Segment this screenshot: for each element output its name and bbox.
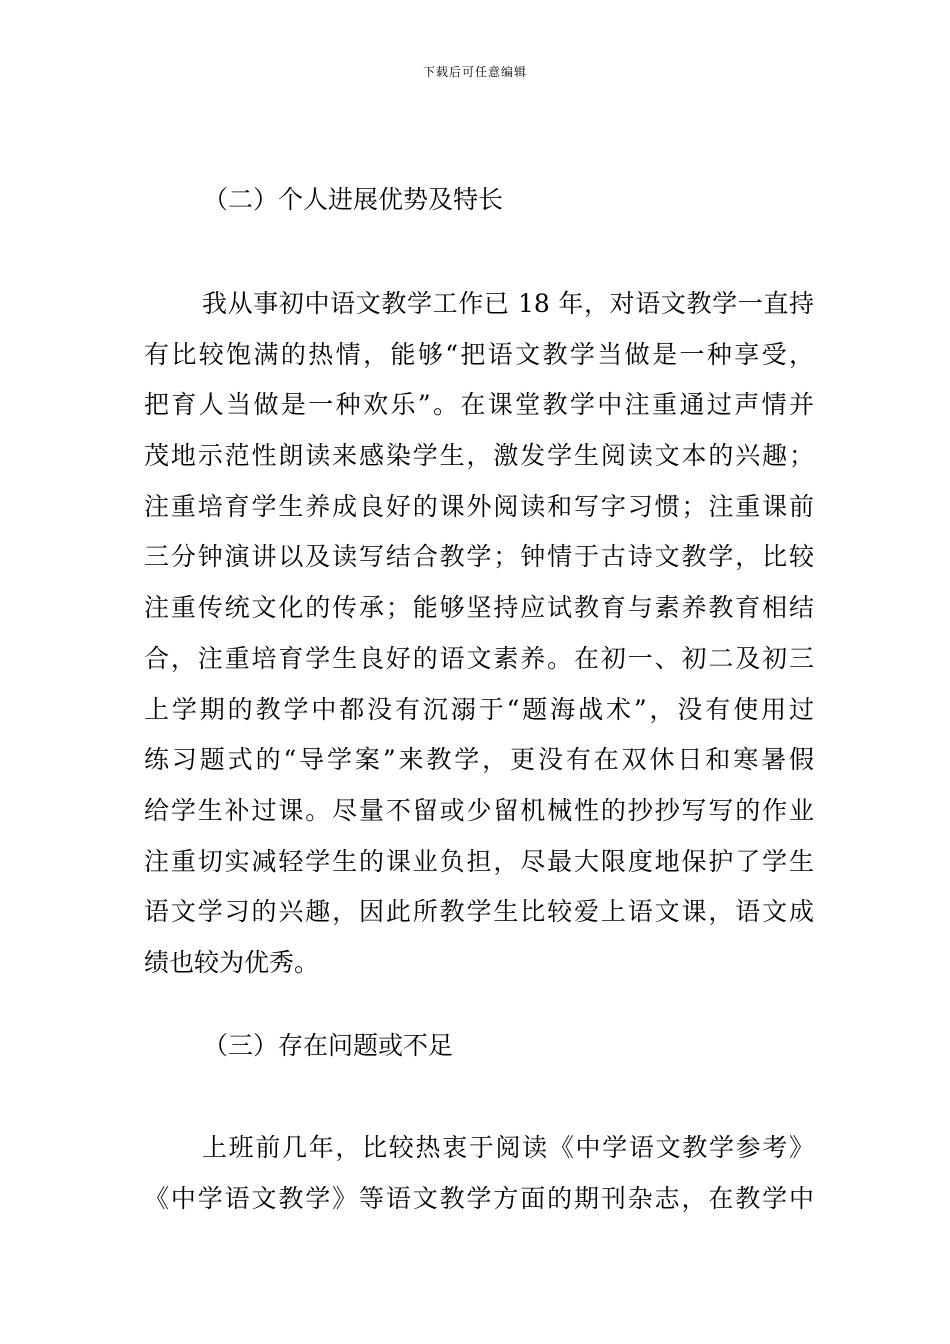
paragraph-line: 有比较饱满的热情，能够“把语文教学当做是一种享受， bbox=[144, 339, 814, 369]
paragraph-line: 语文学习的兴趣，因此所教学生比较爱上语文课，语文成 bbox=[144, 897, 814, 927]
paragraph-line: 茂地示范性朗读来感染学生，激发学生阅读文本的兴趣； bbox=[144, 441, 814, 471]
paragraph-line: 练习题式的“导学案”来教学，更没有在双休日和寒暑假 bbox=[144, 745, 814, 775]
paragraph-line: 《中学语文教学》等语文教学方面的期刊杂志，在教学中 bbox=[144, 1183, 814, 1213]
paragraph-line: 绩也较为优秀。 bbox=[144, 947, 320, 977]
header-note: 下载后可任意编辑 bbox=[422, 65, 527, 79]
paragraph-line: 我从事初中语文教学工作已 18 年，对语文教学一直持 bbox=[202, 289, 814, 318]
paragraph-line: 给学生补过课。尽量不留或少留机械性的抄抄写写的作业 bbox=[144, 795, 814, 825]
section-heading-strengths: （二）个人进展优势及特长 bbox=[203, 185, 504, 214]
paragraph-strengths bbox=[144, 287, 814, 997]
paragraph-line: 上班前几年，比较热衷于阅读《中学语文教学参考》 bbox=[202, 1133, 814, 1162]
paragraph-line: 上学期的教学中都没有沉溺于“题海战术”，没有使用过 bbox=[144, 694, 814, 724]
paragraph-line: 注重切实减轻学生的课业负担，尽最大限度地保护了学生 bbox=[144, 846, 814, 876]
paragraph-line: 合，注重培育学生良好的语文素养。在初一、初二及初三 bbox=[144, 643, 814, 673]
section-heading-problems: （三）存在问题或不足 bbox=[203, 1031, 454, 1060]
paragraph-line: 把育人当做是一种欢乐”。在课堂教学中注重通过声情并 bbox=[144, 390, 814, 420]
paragraph-problems bbox=[144, 1131, 814, 1232]
paragraph-line: 注重培育学生养成良好的课外阅读和写字习惯；注重课前 bbox=[144, 491, 814, 521]
paragraph-line: 三分钟演讲以及读写结合教学；钟情于古诗文教学，比较 bbox=[144, 542, 814, 572]
paragraph-line: 注重传统文化的传承；能够坚持应试教育与素养教育相结 bbox=[144, 593, 814, 623]
